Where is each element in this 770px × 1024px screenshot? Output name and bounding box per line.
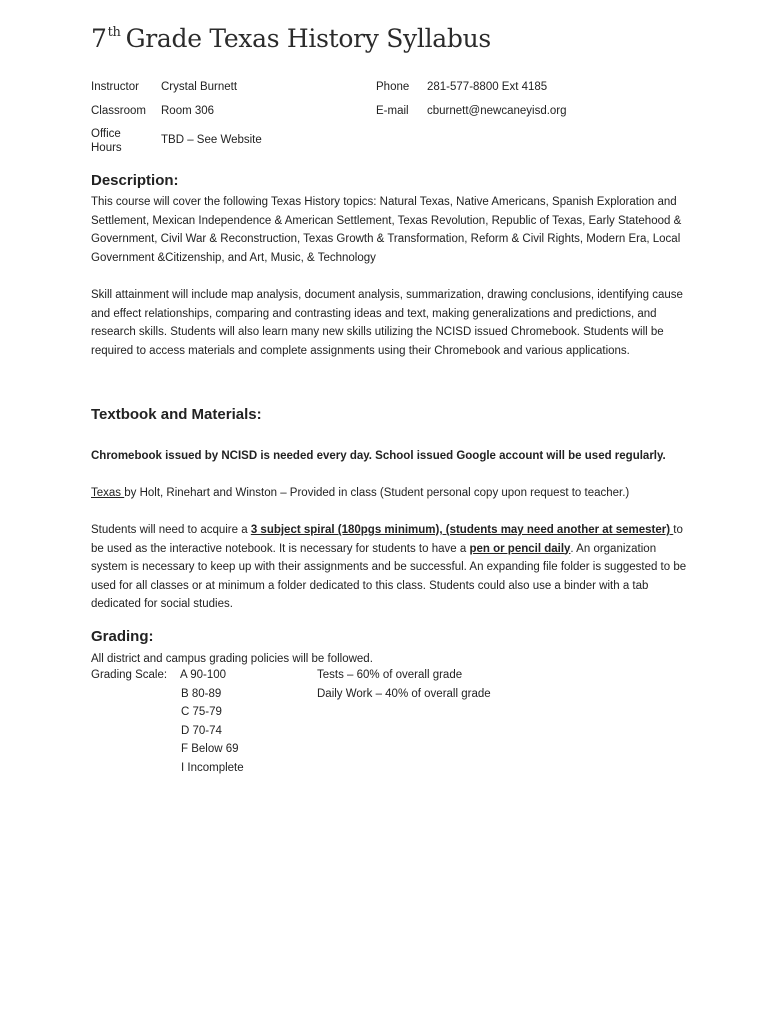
textbook-line: Texas by Holt, Rinehart and Winston – Provided in class (Student personal copy upon request to teacher.) [91, 487, 630, 499]
materials-heading: Textbook and Materials: [91, 406, 262, 423]
office-hours-label: Office Hours [91, 128, 122, 154]
chromebook-notice: Chromebook issued by NCISD is needed every day. School issued Google account will be used regularly. [91, 450, 666, 462]
phone-value: 281-577-8800 Ext 4185 [427, 81, 548, 93]
weight-tests: Tests – 60% of overall grade [317, 669, 463, 681]
instructor-name: Crystal Burnett [161, 81, 238, 93]
spiral-requirement: 3 subject spiral (180pgs minimum), (students may need another at semester) [250, 524, 674, 536]
grade-d: D 70-74 [181, 725, 222, 737]
office-hours-value: TBD – See Website [161, 134, 262, 146]
pen-pencil-requirement: pen or pencil daily [469, 542, 571, 555]
classroom-value: Room 306 [161, 105, 215, 117]
page-title: 7th Grade Texas History Syllabus [91, 24, 491, 53]
grade-a: A 90-100 [180, 669, 227, 681]
textbook-title: Texas [91, 487, 125, 499]
weight-daily-work: Daily Work – 40% of overall grade [317, 688, 491, 700]
grading-scale-label: Grading Scale: [91, 669, 168, 681]
email-label: E-mail [376, 105, 409, 117]
grade-c: C 75-79 [181, 706, 222, 718]
description-topics: This course will cover the following Texas History topics: Natural Texas, Native Americans, Spanish Exploration and Settlement, Mexican Independence & American Settlement, Texas Revolution, Republic of Texas, Early Statehood & Government, Civil War & Reconstruction, Texas Growth & Transformation, Reform & Civil Rights, Modern Era, Local Government &Citizenship, and Art, Music, & Technology [91, 196, 682, 264]
email-value[interactable]: cburnett@newcaneyisd.org [427, 105, 567, 117]
supplies-paragraph: Students will need to acquire a 3 subject spiral (180pgs minimum), (students may need another at semester) to be used as the interactive notebook. It is necessary for students to have a pen or pencil daily. An organization system is necessary to keep up with their assignments and be successful. An expanding file folder is suggested to be used for all classes or at minimum a folder dedicated to this class. Students could also use a binder with a tab dedicated for social studies. [91, 524, 687, 610]
grade-b: B 80-89 [181, 688, 222, 700]
phone-label: Phone [376, 81, 410, 93]
grade-incomplete: I Incomplete [181, 762, 244, 774]
grading-heading: Grading: [91, 628, 154, 645]
classroom-label: Classroom [91, 105, 146, 117]
description-skills: Skill attainment will include map analysis, document analysis, summarization, drawing conclusions, identifying cause and effect relationships, comparing and contrasting ideas and text, making generalizations and predictions, and research skills. Students will also learn many new skills utilizing the NCISD issued Chromebook. Students will be required to access materials and complete assignments using their Chromebook and various applications. [91, 289, 683, 357]
grading-policy: All district and campus grading policies will be followed. [91, 653, 373, 665]
grade-f: F Below 69 [181, 743, 239, 755]
description-heading: Description: [91, 172, 179, 189]
instructor-label: Instructor [91, 81, 139, 93]
